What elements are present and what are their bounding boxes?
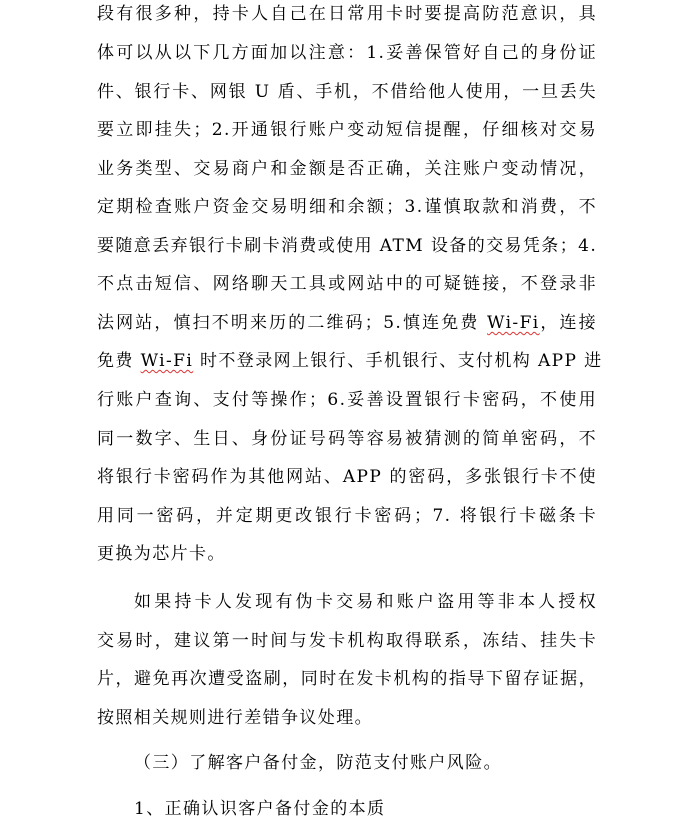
text-line: 用同一密码，并定期更改银行卡密码；7. 将银行卡磁条卡 [97,506,597,526]
text-line: 法网站，慎扫不明来历的二维码；5.慎连免费 Wi-Fi，连接 [97,313,597,333]
text-line: 免费 Wi-Fi 时不登录网上银行、手机银行、支付机构 APP 进 [97,351,603,371]
text-line: 定期检查账户资金交易明细和余额；3.谨慎取款和消费，不 [97,197,597,217]
text-line: 件、银行卡、网银 U 盾、手机，不借给他人使用，一旦丢失 [97,82,597,102]
spellcheck-underline: Wi-Fi [140,351,194,371]
text-line: 如果持卡人发现有伪卡交易和账户盗用等非本人授权 [134,592,597,612]
text-line: 行账户查询、支付等操作；6.妥善设置银行卡密码，不使用 [97,390,597,410]
text-line: 将银行卡密码作为其他网站、APP 的密码，多张银行卡不使 [97,467,597,487]
text-line: 更换为芯片卡。 [97,544,226,564]
text-line: 要立即挂失；2.开通银行账户变动短信提醒，仔细核对交易 [97,120,597,140]
text-line: 段有很多种，持卡人自己在日常用卡时要提高防范意识，具 [97,4,597,24]
section-heading: （三）了解客户备付金，防范支付账户风险。 [134,753,502,773]
subsection-heading: 1、正确认识客户备付金的本质 [134,799,386,819]
text-line: 不点击短信、网络聊天工具或网站中的可疑链接，不登录非 [97,274,597,294]
text-line: 体可以从以下几方面加以注意：1.妥善保管好自己的身份证 [97,43,597,63]
text-line: 要随意丢弃银行卡刷卡消费或使用 ATM 设备的交易凭条；4. [97,236,598,256]
text-line: 按照相关规则进行差错争议处理。 [97,708,373,728]
text-line: 片，避免再次遭受盗刷，同时在发卡机构的指导下留存证据， [97,669,597,689]
text-line: 业务类型、交易商户和金额是否正确，关注账户变动情况， [97,159,597,179]
text-line: 同一数字、生日、身份证号码等容易被猜测的简单密码，不 [97,429,597,449]
spellcheck-underline: Wi-Fi [487,313,540,333]
text-line: 交易时，建议第一时间与发卡机构取得联系，冻结、挂失卡 [97,631,597,651]
